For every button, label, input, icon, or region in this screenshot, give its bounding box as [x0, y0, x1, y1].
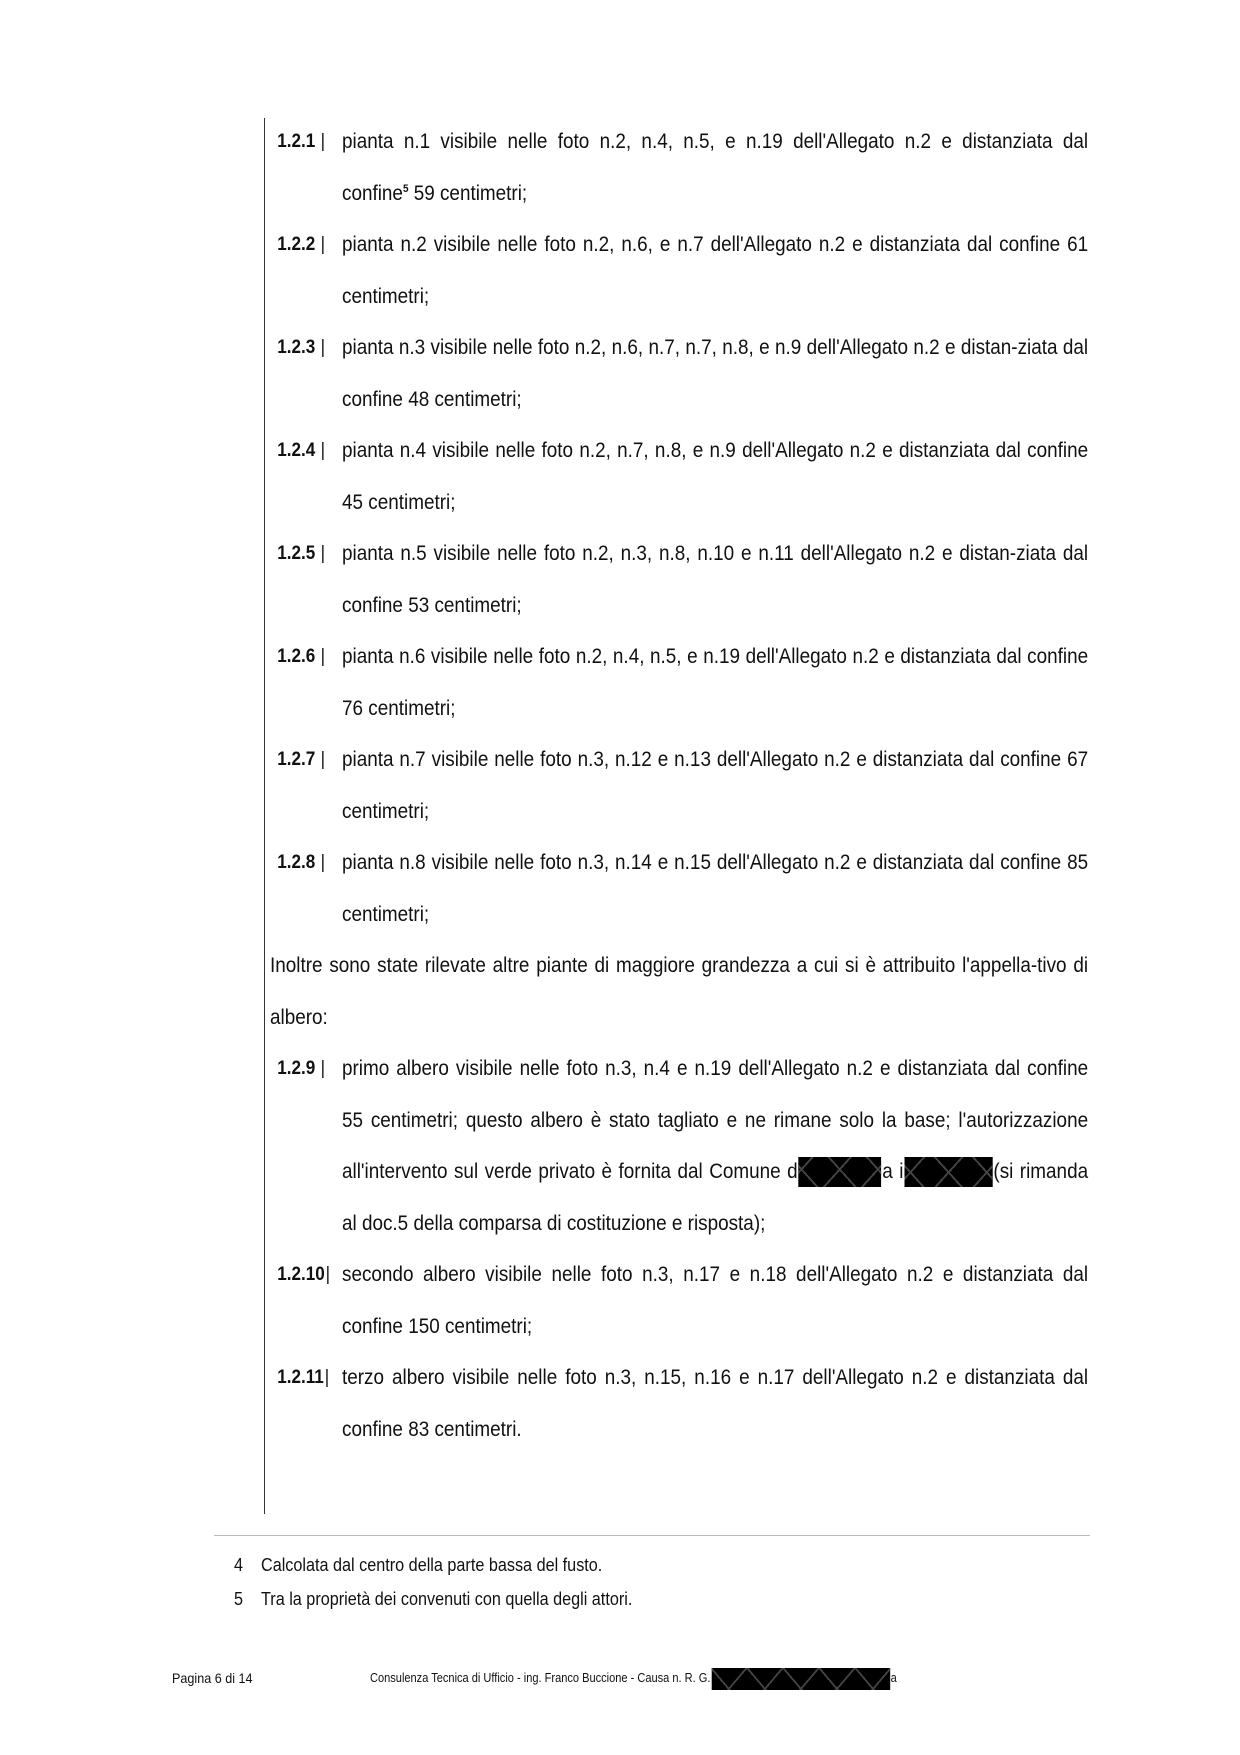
margin-rule: [264, 118, 265, 1514]
item-text: pianta n.4 visibile nelle foto n.2, n.7, n.8, e n.9 dell'Allegato n.2 e distanziata dal confine 45 centimetri;: [342, 439, 1089, 514]
item-number: 1.2.10|: [277, 1264, 331, 1285]
list-item: [270, 631, 1088, 734]
item-text: a i: [882, 1160, 904, 1183]
redaction-block: [711, 1668, 890, 1690]
item-number: 1.2.7 |: [277, 749, 326, 770]
item-text: terzo albero visibile nelle foto n.3, n.15, n.16 e n.17 dell'Allegato n.2 e distanziata dal confine 83 centimetri.: [342, 1366, 1089, 1441]
list-item: [270, 528, 1088, 631]
item-number: 1.2.5 |: [277, 543, 326, 564]
item-number: 1.2.8 |: [277, 852, 326, 873]
item-text: secondo albero visibile nelle foto n.3, n.17 e n.18 dell'Allegato n.2 e distanziata dal confine 150 centimetri;: [342, 1263, 1089, 1338]
item-number: 1.2.3 |: [277, 337, 326, 358]
item-text: pianta n.5 visibile nelle foto n.2, n.3, n.8, n.10 e n.11 dell'Allegato n.2 e distan-ziata dal confine 53 centimetri;: [342, 542, 1089, 617]
list-item: [270, 425, 1088, 528]
item-number: 1.2.9 |: [277, 1058, 326, 1079]
item-number: 1.2.1 |: [277, 131, 326, 152]
main-content: [270, 116, 1088, 1455]
item-text: pianta n.7 visibile nelle foto n.3, n.12 e n.13 dell'Allegato n.2 e distanziata dal confine 67 centimetri;: [342, 748, 1089, 823]
redaction-block: [799, 1157, 882, 1187]
list-item: [270, 219, 1088, 322]
list-item: [270, 1043, 1088, 1249]
list-item: [270, 1249, 1088, 1352]
item-number: 1.2.6 |: [277, 646, 326, 667]
list-item: [270, 734, 1088, 837]
footer-text: Consulenza Tecnica di Ufficio - ing. Franco Buccione - Causa n. R. G. a: [370, 1666, 897, 1690]
footnote-ref[interactable]: 5: [402, 182, 409, 195]
item-text: 59 centimetri;: [408, 181, 528, 205]
item-text: pianta n.6 visibile nelle foto n.2, n.4, n.5, e n.19 dell'Allegato n.2 e distanziata dal confine 76 centimetri;: [342, 645, 1089, 720]
footnote: [234, 1582, 632, 1616]
item-number: 1.2.11|: [277, 1367, 330, 1388]
body-paragraph: Inoltre sono state rilevate altre piante di maggiore grandezza a cui si è attribuito l'appella-tivo di albero:: [270, 954, 1089, 1029]
list-item: [270, 1352, 1088, 1455]
list-item: [270, 837, 1088, 940]
item-text: pianta n.8 visibile nelle foto n.3, n.14 e n.15 dell'Allegato n.2 e distanziata dal confine 85 centimetri;: [342, 851, 1089, 926]
page-number: Pagina 6 di 14: [172, 1670, 253, 1686]
footnote-number: 5: [234, 1589, 244, 1609]
item-text: pianta n.3 visibile nelle foto n.2, n.6, n.7, n.7, n.8, e n.9 dell'Allegato n.2 e distan-ziata dal confine 48 centimetri;: [342, 336, 1089, 411]
list-item: [270, 322, 1088, 425]
item-number: 1.2.4 |: [277, 440, 326, 461]
footnote-text: Tra la proprietà dei convenuti con quella degli attori.: [261, 1589, 633, 1609]
redaction-block: [904, 1157, 992, 1187]
item-text: pianta n.1 visibile nelle foto n.2, n.4, n.5, e n.19 dell'Allegato n.2 e distanziata dal confine: [342, 130, 1089, 205]
item-text: (si rimanda al doc.5 della comparsa di costituzione e risposta);: [342, 1160, 1089, 1235]
footnote-separator: [214, 1535, 1090, 1536]
list-item: [270, 116, 1088, 219]
footnotes: [234, 1548, 632, 1616]
page-footer: [0, 1666, 1240, 1690]
item-number: 1.2.2 |: [277, 234, 326, 255]
item-text: pianta n.2 visibile nelle foto n.2, n.6, e n.7 dell'Allegato n.2 e distanziata dal confine 61 centimetri;: [342, 233, 1089, 308]
item-text: primo albero visibile nelle foto n.3, n.4 e n.19 dell'Allegato n.2 e distanziata dal confine 55 centimetri; questo albero è stato tagliato e ne rimane solo la base; l'autorizzazione all'intervento sul verde privato è fornita dal Comune d: [342, 1057, 1089, 1183]
footnote-number: 4: [234, 1555, 244, 1575]
footnote-text: Calcolata dal centro della parte bassa del fusto.: [261, 1555, 603, 1575]
footnote: [234, 1548, 632, 1582]
